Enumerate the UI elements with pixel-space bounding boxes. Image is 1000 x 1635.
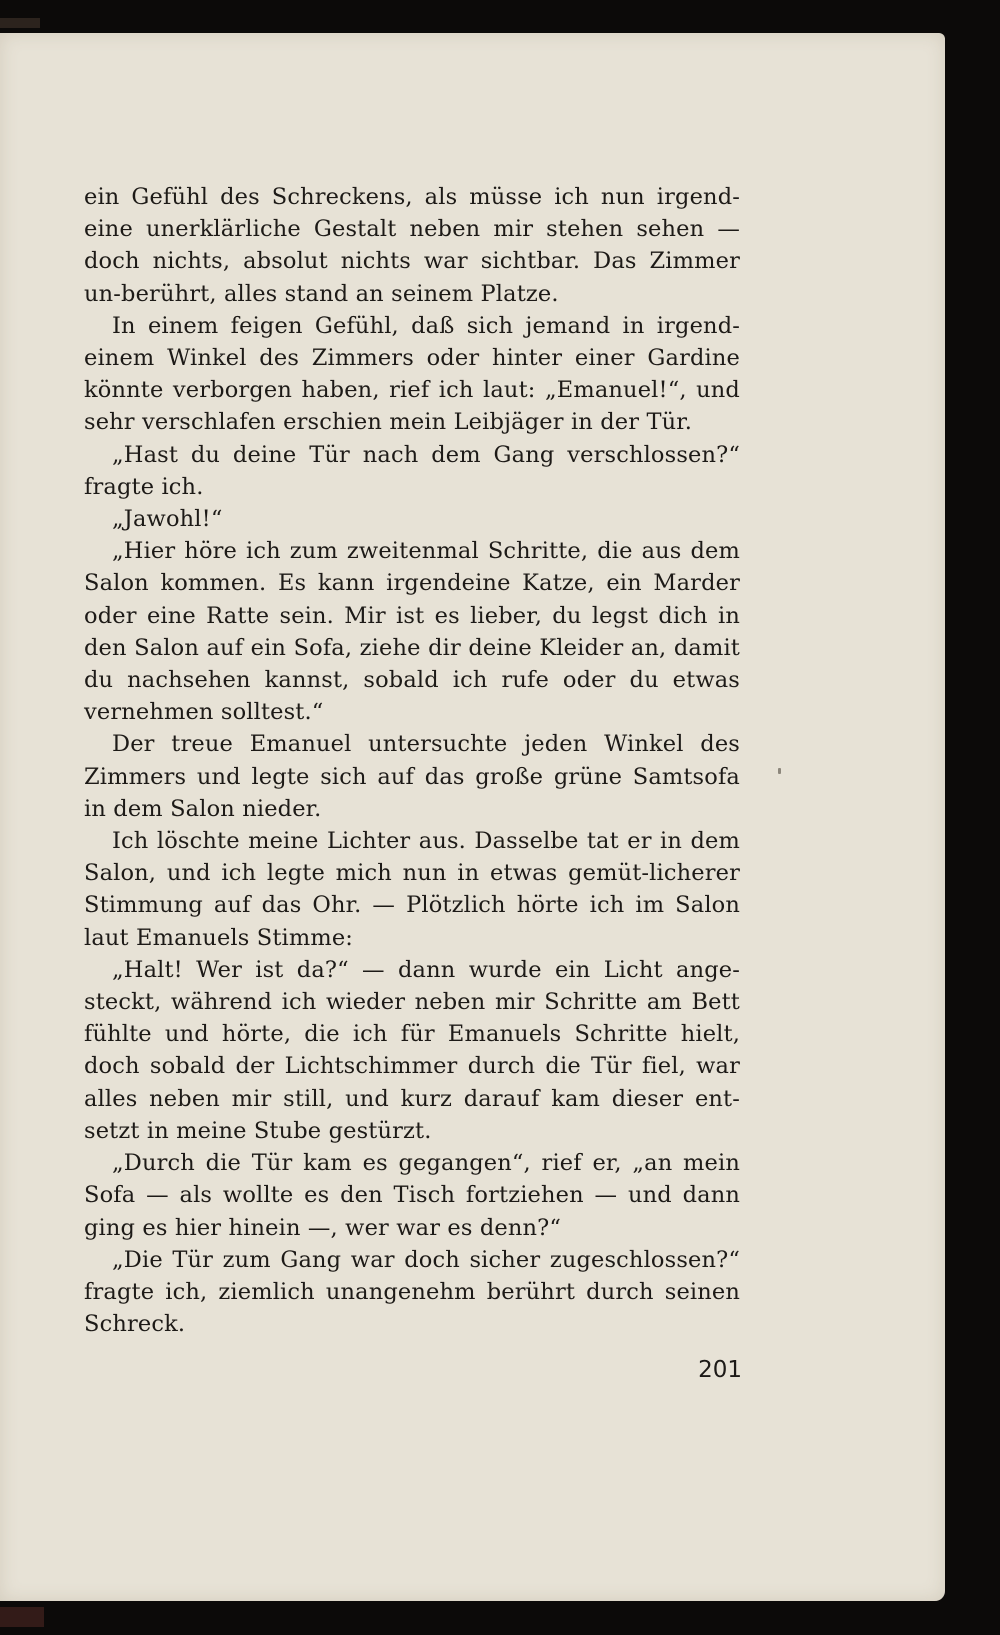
paragraph: „Hier höre ich zum zweitenmal Schritte, die aus dem Salon kommen. Es kann irgendeine Katze, ein Marder oder eine Ratte sein. Mir ist es lieber, du legst dich in den Salon auf ein Sofa, ziehe dir deine Kleider an, damit du nachsehen kannst, sobald ich rufe oder du etwas vernehmen solltest.“	[84, 538, 740, 726]
paragraph: Ich löschte meine Lichter aus. Dasselbe tat er in dem Salon, und ich legte mich nun in etwas gemüt-licherer Stimmung auf das Ohr. — Plötzlich hörte ich im Salon laut Emanuels Stimme:	[84, 828, 740, 951]
binding-edge-mark	[0, 1607, 44, 1627]
paragraph: „Jawohl!“	[112, 506, 223, 533]
paragraph: In einem feigen Gefühl, daß sich jemand in irgend-einem Winkel des Zimmers oder hinter einer Gardine könnte verborgen haben, rief ich laut: „Emanuel!“, und sehr verschlafen erschien mein Leibjäger in der Tür.	[84, 312, 740, 436]
paragraph: Der treue Emanuel untersuchte jeden Winkel des Zimmers und legte sich auf das große grüne Samtsofa in dem Salon nieder.	[84, 731, 740, 822]
paper-page	[0, 33, 945, 1601]
page-number: 201	[698, 1357, 742, 1383]
paragraph: „Halt! Wer ist da?“ — dann wurde ein Licht ange-steckt, während ich wieder neben mir Schritte am Bett fühlte und hörte, die ich für Emanuels Schritte hielt, doch sobald der Lichtschimmer durch die Tür fiel, war alles neben mir still, und kurz darauf kam dieser ent-setzt in meine Stube gestürzt.	[84, 956, 740, 1144]
paragraph: „Hast du deine Tür nach dem Gang verschlossen?“ fragte ich.	[84, 441, 740, 500]
paragraph: „Die Tür zum Gang war doch sicher zugeschlossen?“ fragte ich, ziemlich unangenehm berührt durch seinen Schreck.	[84, 1246, 740, 1338]
body-text	[84, 181, 740, 1340]
paragraph: „Durch die Tür kam es gegangen“, rief er, „an mein Sofa — als wollte es den Tisch fortziehen — und dann ging es hier hinein —, wer war es denn?“	[84, 1150, 740, 1241]
paragraph: ein Gefühl des Schreckens, als müsse ich nun irgend-eine unerklärliche Gestalt neben mir stehen sehen — doch nichts, absolut nichts war sichtbar. Das Zimmer un-berührt, alles stand an seinem Platze.	[84, 184, 740, 307]
paper-speck	[778, 768, 781, 774]
binding-edge-mark	[0, 18, 40, 28]
